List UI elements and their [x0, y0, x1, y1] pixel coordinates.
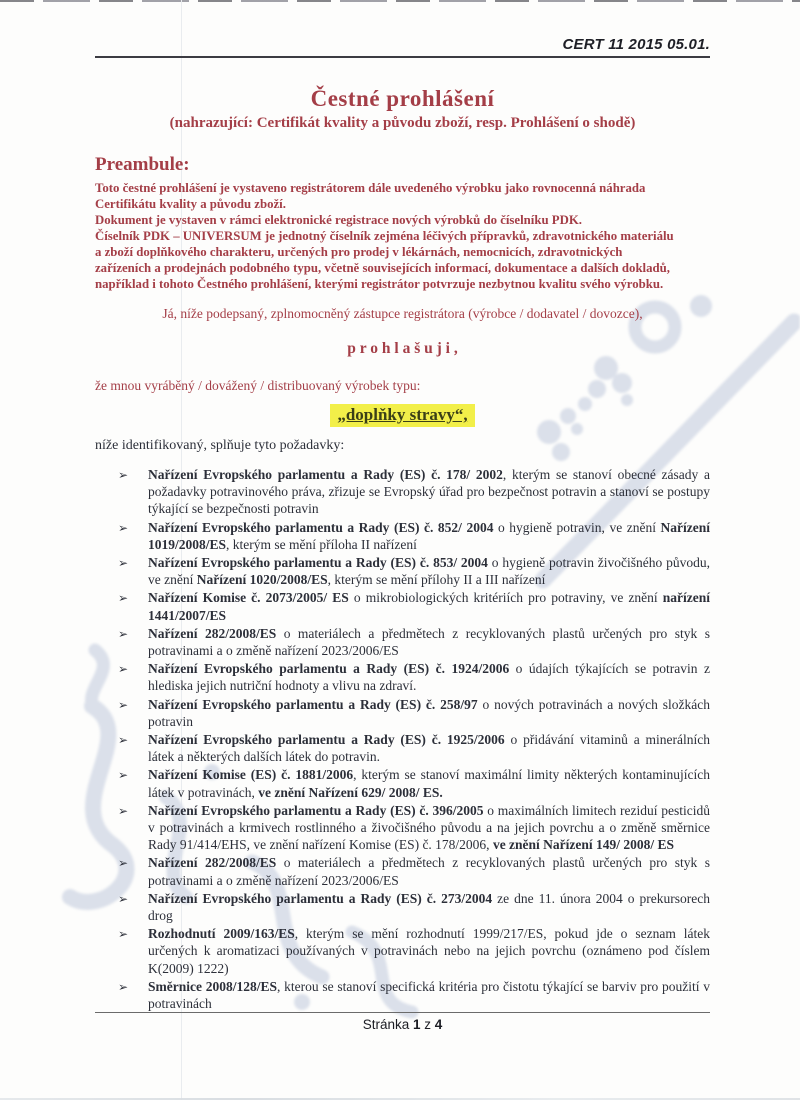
declaration-verb: p r o h l a š u j i , [347, 340, 458, 357]
arrow-bullet-icon: ➢ [118, 468, 129, 482]
arrow-bullet-icon: ➢ [118, 626, 129, 641]
arrow-bullet-icon: ➢ [118, 768, 129, 783]
regulation-item: ➢ Rozhodnutí 2009/163/ES, kterým se mění rozhodnutí 1999/217/ES, pokud jde o seznam látek určených k aromatizaci používaných v potravinách nebo na jejich povrchu (oznámeno pod číslem K(2009) 1222) [118, 926, 710, 976]
arrow-bullet-icon: ➢ [118, 556, 129, 571]
regulation-item: ➢ Nařízení Evropského parlamentu a Rady (ES) č. 1924/2006 o údajích týkajících se potravin z hlediska jejich nutriční hodnoty a vlivu na zdraví. [118, 661, 710, 694]
arrow-bullet-icon: ➢ [118, 856, 129, 871]
preamble-line: Dokument je vystaven v rámci elektronické registrace nových výrobků do číselníku PDK. [95, 213, 582, 227]
preamble-line: Číselník PDK – UNIVERSUM je jednotný číselník zejména léčivých přípravků, zdravotnického materiálu [95, 229, 674, 243]
regulation-item: ➢ Nařízení Komise (ES) č. 1881/2006, kterým se stanoví maximální limity některých kontaminujících látek v potravinách, ve znění Nařízení 629/ 2008/ ES. [118, 767, 710, 800]
document-code: CERT 11 2015 05.01. [562, 36, 710, 53]
regulation-item: ➢ Nařízení Evropského parlamentu a Rady (ES) č. 396/2005 o maximálních limitech reziduí pesticidů v potravinách a krmivech rostlinného a živočišného původu a na jejich povrchu a o změně směrnice Rady 91/414/EHS, ve znění nařízení Komise (ES) č. 178/2006, ve znění Nařízení 149/ 2008/ ES [118, 802, 710, 853]
regulation-item: ➢ Nařízení Evropského parlamentu a Rady (ES) č. 853/ 2004 o hygieně potravin živočišného původu, ve znění Nařízení 1020/2008/ES, kterým se mění přílohy II a III nařízení [118, 555, 710, 588]
regulation-item: ➢ Nařízení Evropského parlamentu a Rady (ES) č. 852/ 2004 o hygieně potravin, ve znění Nařízení 1019/2008/ES, kterým se mění příloha II nařízení [118, 519, 711, 552]
regulation-item: ➢ Nařízení 282/2008/ES o materiálech a předmětech z recyklovaných plastů určených pro styk s potravinami a o změně nařízení 2023/2006/ES [118, 855, 711, 888]
product-type-intro: že mnou vyráběný / dovážený / distribuovaný výrobek typu: [95, 378, 421, 393]
arrow-bullet-icon: ➢ [118, 697, 129, 712]
preamble-line: a zboží doplňkového charakteru, určených pro prodej v lékárnách, nemocnicích, zdravotnických [95, 245, 623, 259]
regulation-item: ➢ Směrnice 2008/128/ES, kterou se stanoví specifická kritéria pro čistotu týkající se barviv pro použití v potravinách [118, 978, 710, 1012]
regulations-list [118, 466, 711, 1012]
arrow-bullet-icon: ➢ [118, 520, 129, 535]
header-rule [95, 56, 710, 58]
regulation-item: ➢ Nařízení Evropského parlamentu a Rady (ES) č. 1925/2006 o přidávání vitaminů a minerálních látek a některých dalších látek do potravin. [118, 732, 710, 765]
requirements-intro: níže identifikovaný, splňuje tyto požadavky: [95, 438, 345, 453]
arrow-bullet-icon: ➢ [118, 927, 129, 942]
document-content [95, 0, 710, 1013]
preamble-line: zařízeních a prodejnách podobného typu, včetně souvisejících informací, dokumentace a dalších dokladů, [95, 261, 670, 275]
regulation-item: ➢ Nařízení Evropského parlamentu a Rady (ES) č. 258/97 o nových potravinách a nových složkách potravin [118, 696, 710, 729]
regulation-item: ➢ Nařízení Evropského parlamentu a Rady (ES) č. 273/2004 ze dne 11. února 2004 o prekursorech drog [118, 890, 710, 924]
regulation-item: ➢ Nařízení Komise č. 2073/2005/ ES o mikrobiologických kritériích pro potraviny, ve znění nařízení 1441/2007/ES [118, 590, 710, 623]
arrow-bullet-icon: ➢ [118, 733, 129, 748]
arrow-bullet-icon: ➢ [118, 979, 129, 994]
page-footer [95, 1012, 710, 1032]
product-type-highlight: „doplňky stravy“, [330, 404, 474, 427]
arrow-bullet-icon: ➢ [118, 662, 129, 677]
declarer-intro: Já, níže podepsaný, zplnomocněný zástupce registrátora (výrobce / dodavatel / dovozce), [162, 306, 643, 321]
arrow-bullet-icon: ➢ [118, 891, 129, 906]
preamble-heading: Preambule: [95, 154, 190, 175]
page-subtitle: (nahrazující: Certifikát kvality a původu zboží, resp. Prohlášení o shodě) [169, 115, 636, 131]
preamble-text [95, 180, 710, 292]
page-number: Stránka 1 z 4 [362, 1017, 443, 1032]
arrow-bullet-icon: ➢ [118, 803, 129, 818]
product-type-row [95, 404, 710, 427]
preamble-line: Toto čestné prohlášení je vystaveno registrátorem dále uvedeného výrobku jako rovnocenná náhrada [95, 181, 646, 195]
preamble-line: Certifikátu kvality a původu zboží. [95, 197, 286, 211]
preamble-line: například i tohoto Čestného prohlášení, kterými registrátor potvrzuje nezbytnou kvalitu svého výrobku. [95, 277, 664, 291]
regulation-item: ➢ Nařízení Evropského parlamentu a Rady (ES) č. 178/ 2002, kterým se stanoví obecné zásady a požadavky potravinového práva, zřizuje se Evropský úřad pro bezpečnost potravin a stanoví se postupy týkající se bezpečnosti potravin [118, 467, 711, 517]
arrow-bullet-icon: ➢ [118, 591, 129, 606]
footer-rule [95, 1012, 710, 1013]
regulation-item: ➢ Nařízení 282/2008/ES o materiálech a předmětech z recyklovaných plastů určených pro styk s potravinami a o změně nařízení 2023/2006/ES [118, 625, 711, 659]
page-title: Čestné prohlášení [310, 86, 495, 111]
